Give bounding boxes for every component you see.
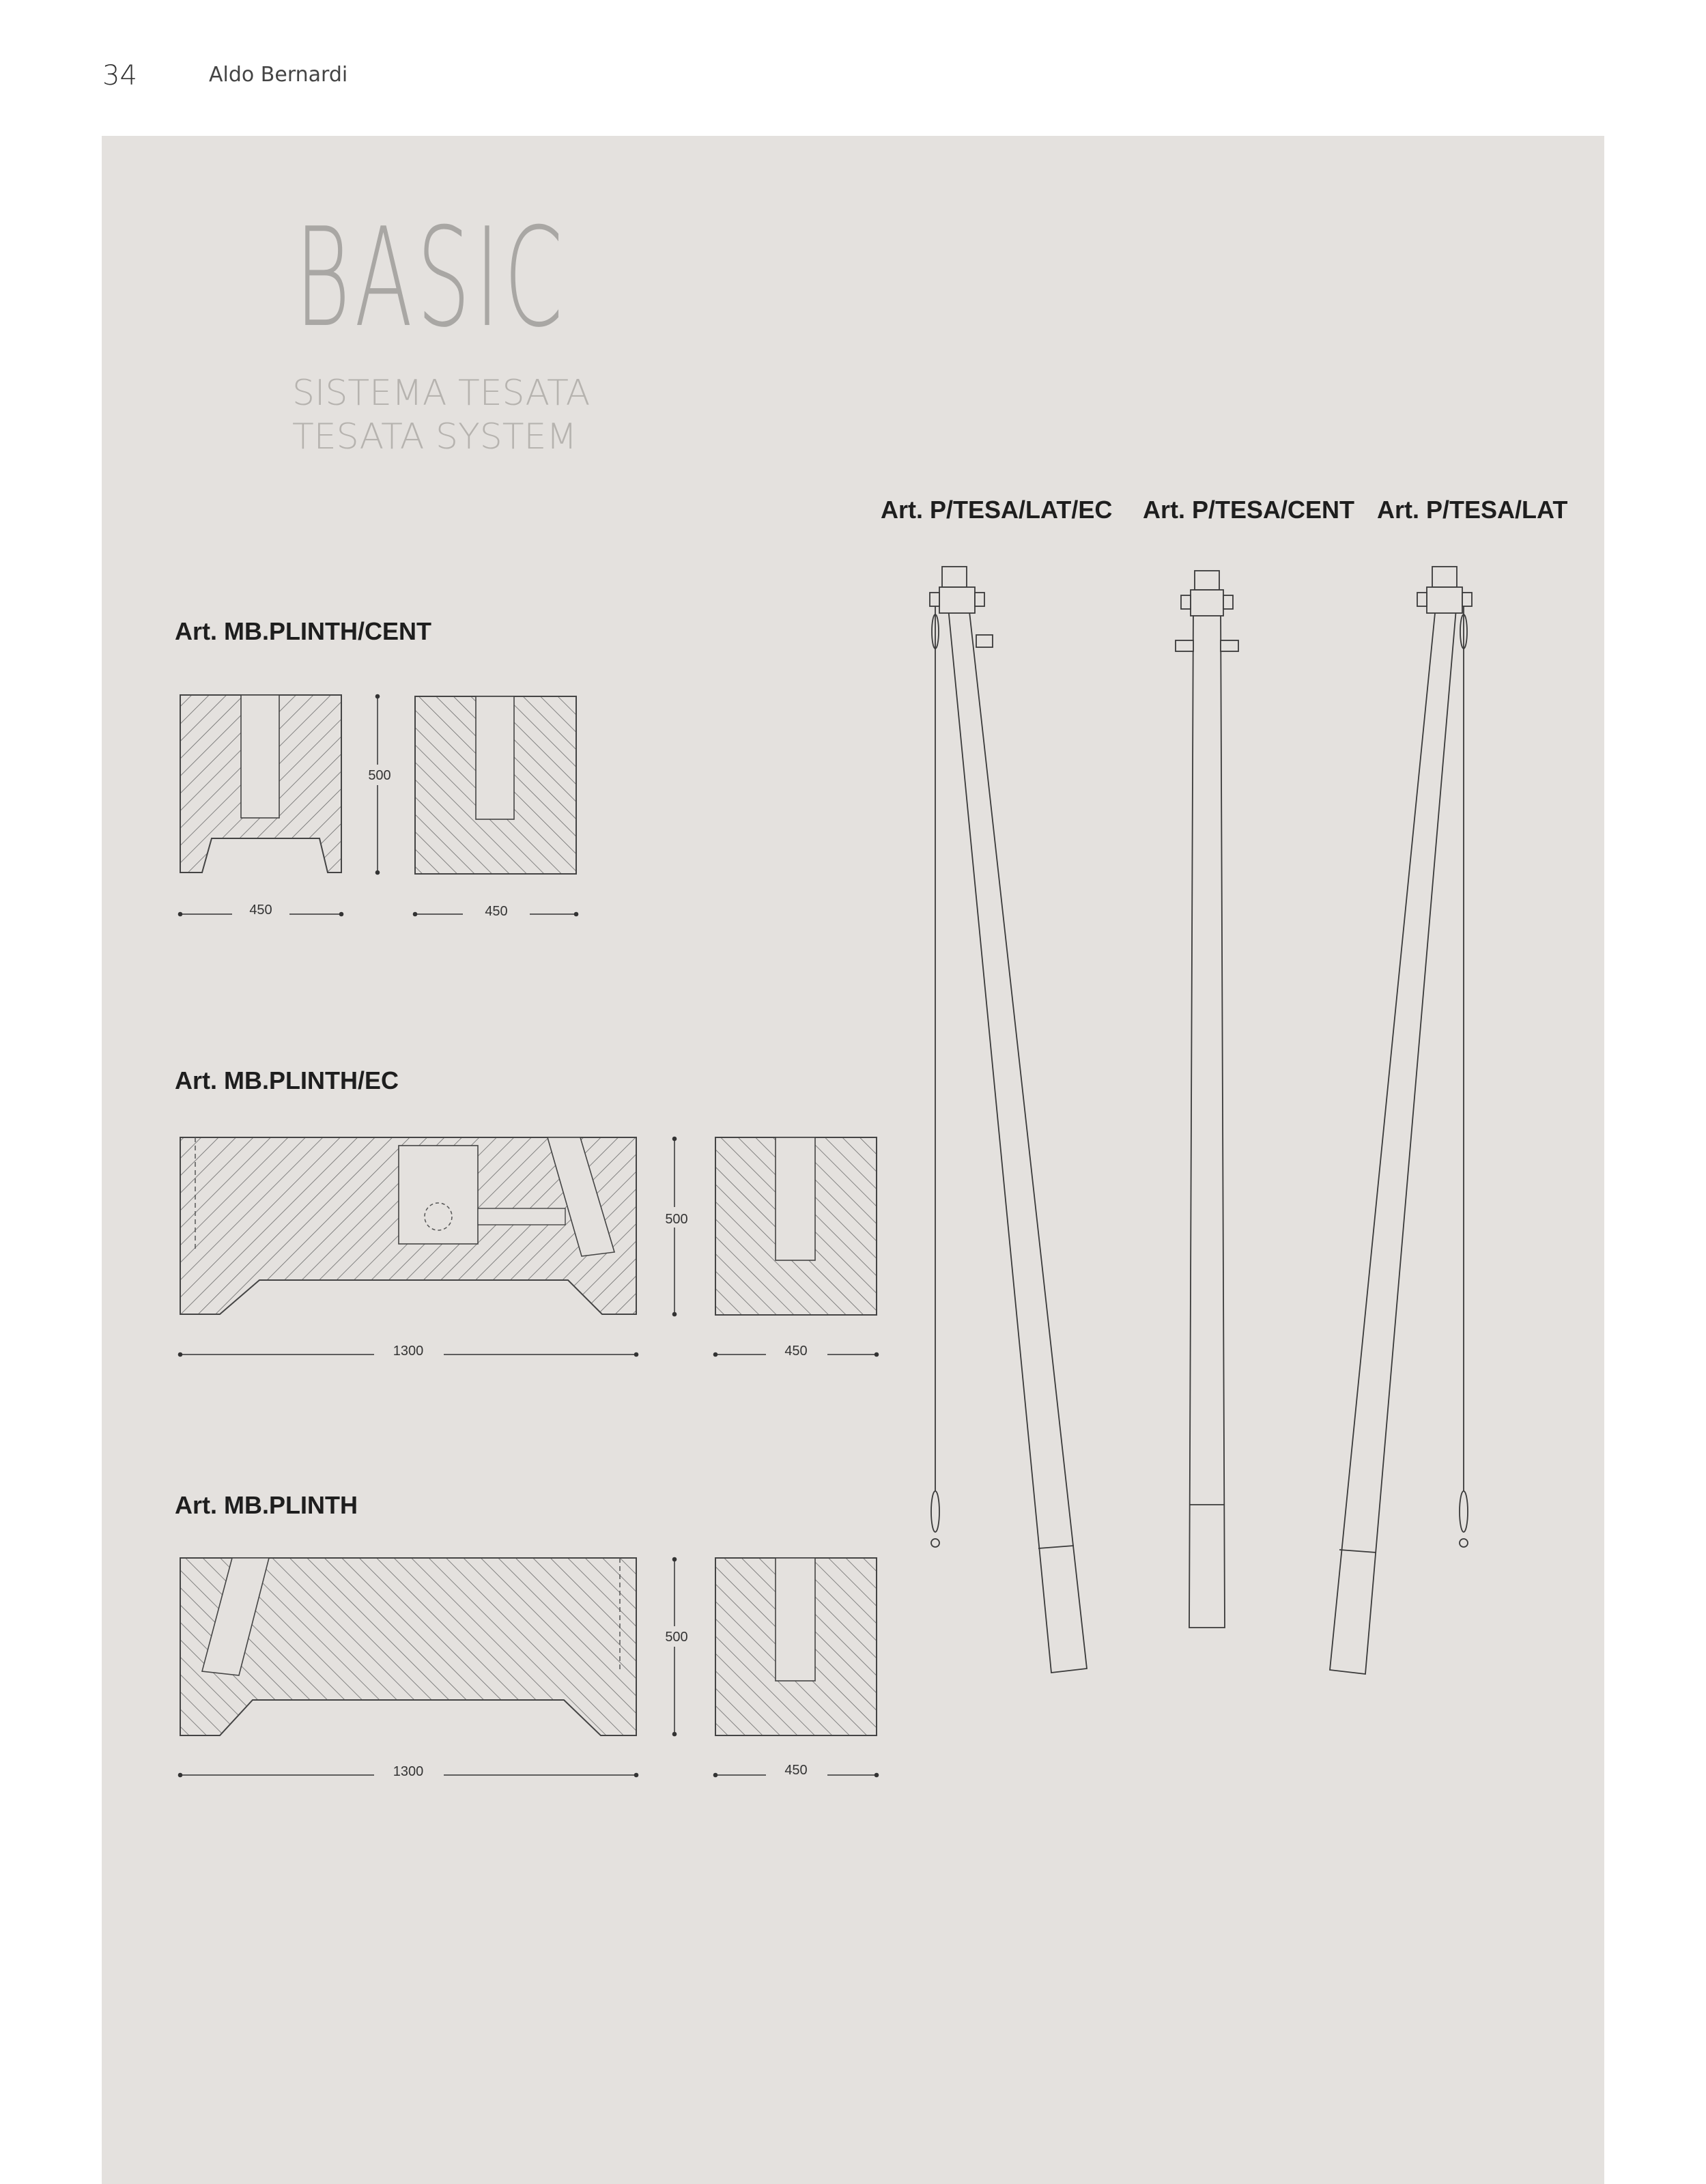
plinth-front-view bbox=[180, 1558, 636, 1735]
plinth-cent-front-view bbox=[180, 695, 341, 873]
plinth-cent-width-side-label: 450 bbox=[485, 904, 508, 919]
plinth-cent-width-front-label: 450 bbox=[249, 903, 272, 918]
plinth-side-view bbox=[715, 1558, 877, 1735]
plinth-ec-side-view bbox=[715, 1137, 877, 1315]
pole-label-lat-ec: Art. P/TESA/LAT/EC bbox=[881, 496, 1113, 524]
brand-name: Aldo Bernardi bbox=[209, 63, 348, 87]
plinth-height-label: 500 bbox=[665, 1630, 688, 1645]
plinth-ec-height-label: 500 bbox=[665, 1212, 688, 1227]
plinth-ec-width-side-label: 450 bbox=[784, 1344, 808, 1359]
collection-title: BASIC bbox=[295, 199, 567, 358]
plinth-ec-front-view bbox=[180, 1137, 636, 1314]
pole-label-cent: Art. P/TESA/CENT bbox=[1143, 496, 1355, 524]
subtitle-english: TESATA SYSTEM bbox=[292, 416, 578, 457]
pole-lat-ec-drawing bbox=[930, 567, 1087, 1673]
plinth-label-plain: Art. MB.PLINTH bbox=[175, 1491, 358, 1519]
pole-cent-drawing bbox=[1176, 571, 1238, 1628]
plinth-cent-height-label: 500 bbox=[368, 768, 391, 783]
plinth-label-ec: Art. MB.PLINTH/EC bbox=[175, 1066, 399, 1094]
pole-label-lat: Art. P/TESA/LAT bbox=[1377, 496, 1568, 524]
plinth-cent-side-view bbox=[415, 696, 576, 874]
subtitle-italian: SISTEMA TESATA bbox=[292, 373, 591, 414]
pole-lat-drawing bbox=[1330, 567, 1472, 1674]
page-number: 34 bbox=[102, 60, 137, 91]
plinth-ec-width-front-label: 1300 bbox=[393, 1344, 424, 1359]
plinth-width-side-label: 450 bbox=[784, 1763, 808, 1778]
plinth-width-front-label: 1300 bbox=[393, 1764, 424, 1779]
plinth-height-dimension bbox=[661, 1559, 688, 1734]
plinth-cent-height-dimension bbox=[364, 696, 391, 873]
plinth-label-cent: Art. MB.PLINTH/CENT bbox=[175, 617, 431, 645]
